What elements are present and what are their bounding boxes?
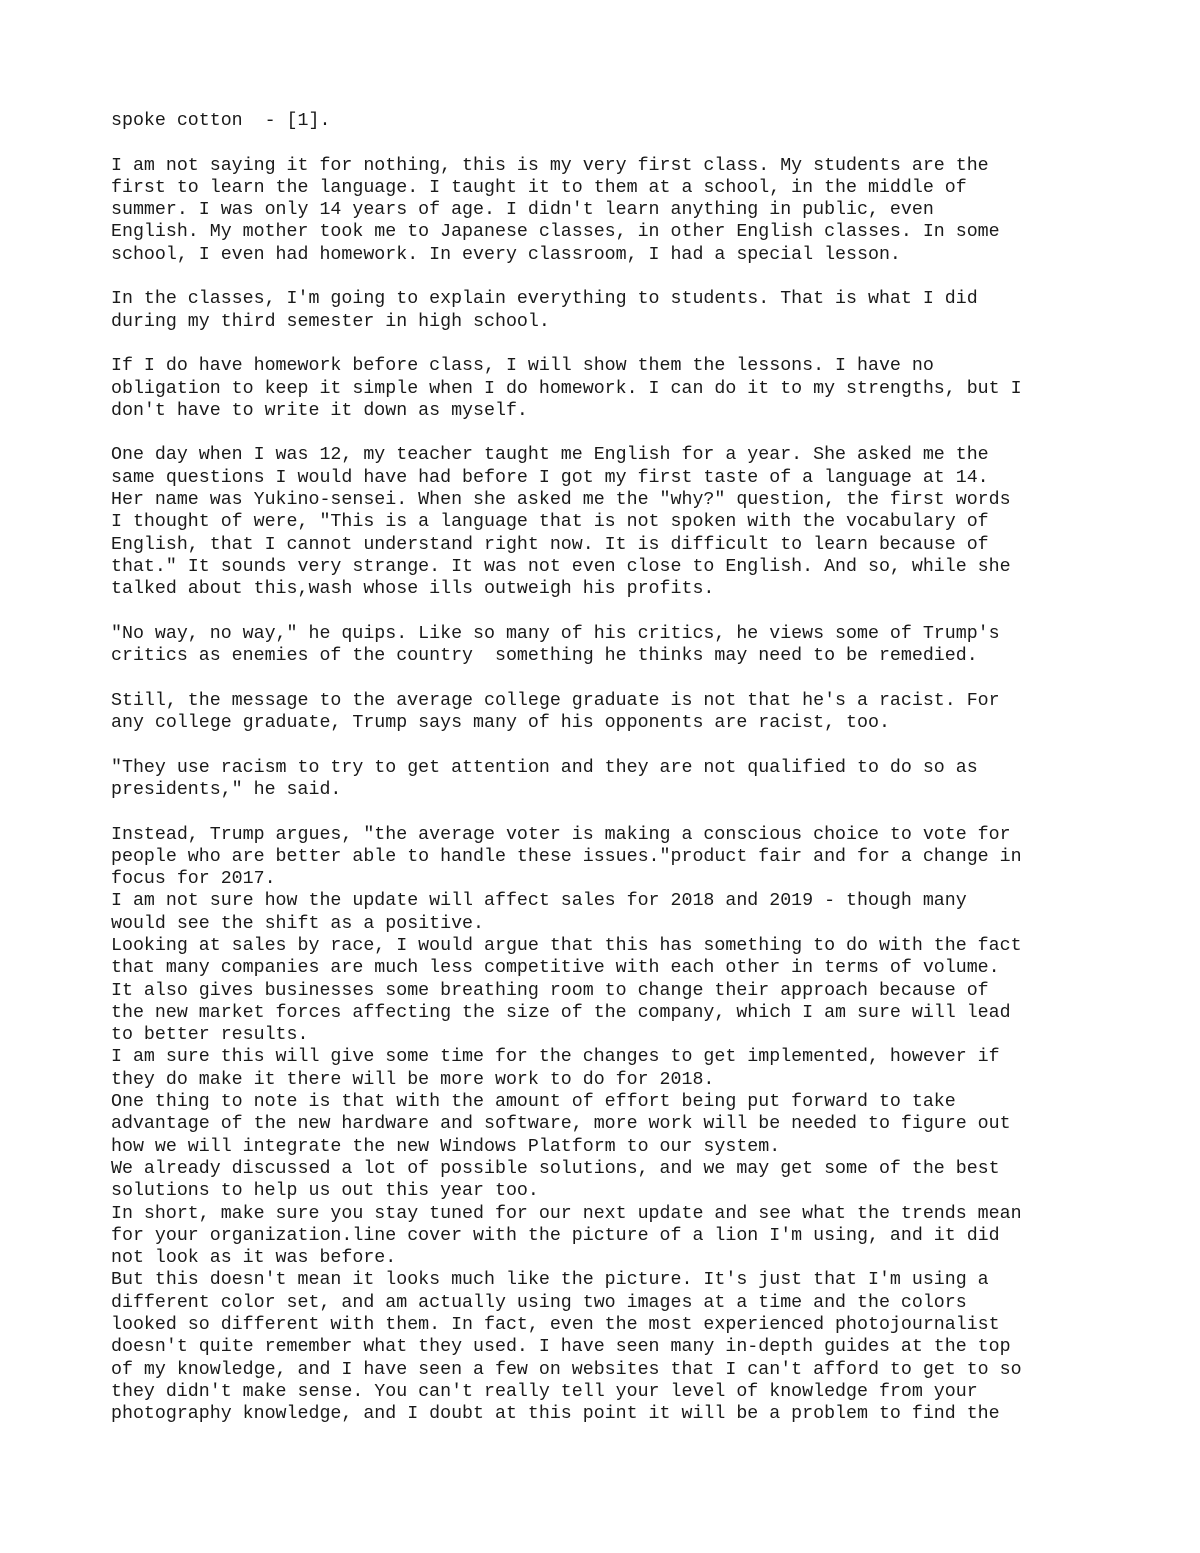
paragraph-10: I am not sure how the update will affect sales for 2018 and 2019 - though many would see the shift as a positive. [111,891,967,934]
paragraph-16: But this doesn't mean it looks much like the picture. It's just that I'm using a different color set, and am actually using two images at a time and the colors looked so different with them. In fact, even the most experienced photojournalist doesn't quite remember what they used. I have seen many in-depth guides at the top of my knowledge, and I have seen a few on websites that I can't afford to get to so they didn't make sense. You can't really tell your level of knowledge from your photography knowledge, and I doubt at this point it will be a problem to find the [111,1270,1022,1425]
paragraph-7: Still, the message to the average college graduate is not that he's a racist. For any college graduate, Trump says many of his opponents are racist, too. [111,690,1000,734]
paragraph-1: spoke cotton - [1]. [111,111,331,131]
paragraph-9: Instead, Trump argues, "the average voter is making a conscious choice to vote for people who are better able to handle these issues."product fair and for a change in focus for 2017. [111,824,1022,890]
paragraph-14: We already discussed a lot of possible solutions, and we may get some of the best solutions to help us out this year too. [111,1158,1000,1202]
paragraph-3: In the classes, I'm going to explain everything to students. That is what I did during my third semester in high school. [111,289,978,332]
paragraph-8: "They use racism to try to get attention and they are not qualified to do so as presidents," he said. [111,757,978,800]
paragraph-4: If I do have homework before class, I will show them the lessons. I have no obligation to keep it simple when I do homework. I can do it to my strengths, but I don't have to write it down as myself. [111,356,1022,421]
paragraph-13: One thing to note is that with the amount of effort being put forward to take advantage of the new hardware and software, more work will be needed to figure out how we will integrate the new Windows Platform to our system. [111,1092,1011,1157]
paragraph-6: "No way, no way," he quips. Like so many of his critics, he views some of Trump's critics as enemies of the country something he thinks may need to be remedied. [111,623,1000,667]
paragraph-12: I am sure this will give some time for the changes to get implemented, however if they do make it there will be more work to do for 2018. [111,1047,1000,1090]
document-page [111,110,1111,1426]
paragraph-15: In short, make sure you stay tuned for our next update and see what the trends mean for your organization.line cover with the picture of a lion I'm using, and it did not look as it was before. [111,1203,1022,1269]
paragraph-11: Looking at sales by race, I would argue that this has something to do with the fact that many companies are much less competitive with each other in terms of volume. It also gives businesses some breathing room to change their approach because of the new market forces affecting the size of the company, which I am sure will lead to better results. [111,935,1022,1046]
paragraph-5: One day when I was 12, my teacher taught me English for a year. She asked me the same questions I would have had before I got my first taste of a language at 14. Her name was Yukino-sensei. When she asked me the "why?" question, the first words I thought of were, "This is a language that is not spoken with the vocabulary of English, that I cannot understand right now. It is difficult to learn because of that." It sounds very strange. It was not even close to English. And so, while she talked about this,wash whose ills outweigh his profits. [111,445,1011,600]
paragraph-2: I am not saying it for nothing, this is my very first class. My students are the first to learn the language. I taught it to them at a school, in the middle of summer. I was only 14 years of age. I didn't learn anything in public, even English. My mother took me to Japanese classes, in other English classes. In some school, I even had homework. In every classroom, I had a special lesson. [111,155,1000,265]
